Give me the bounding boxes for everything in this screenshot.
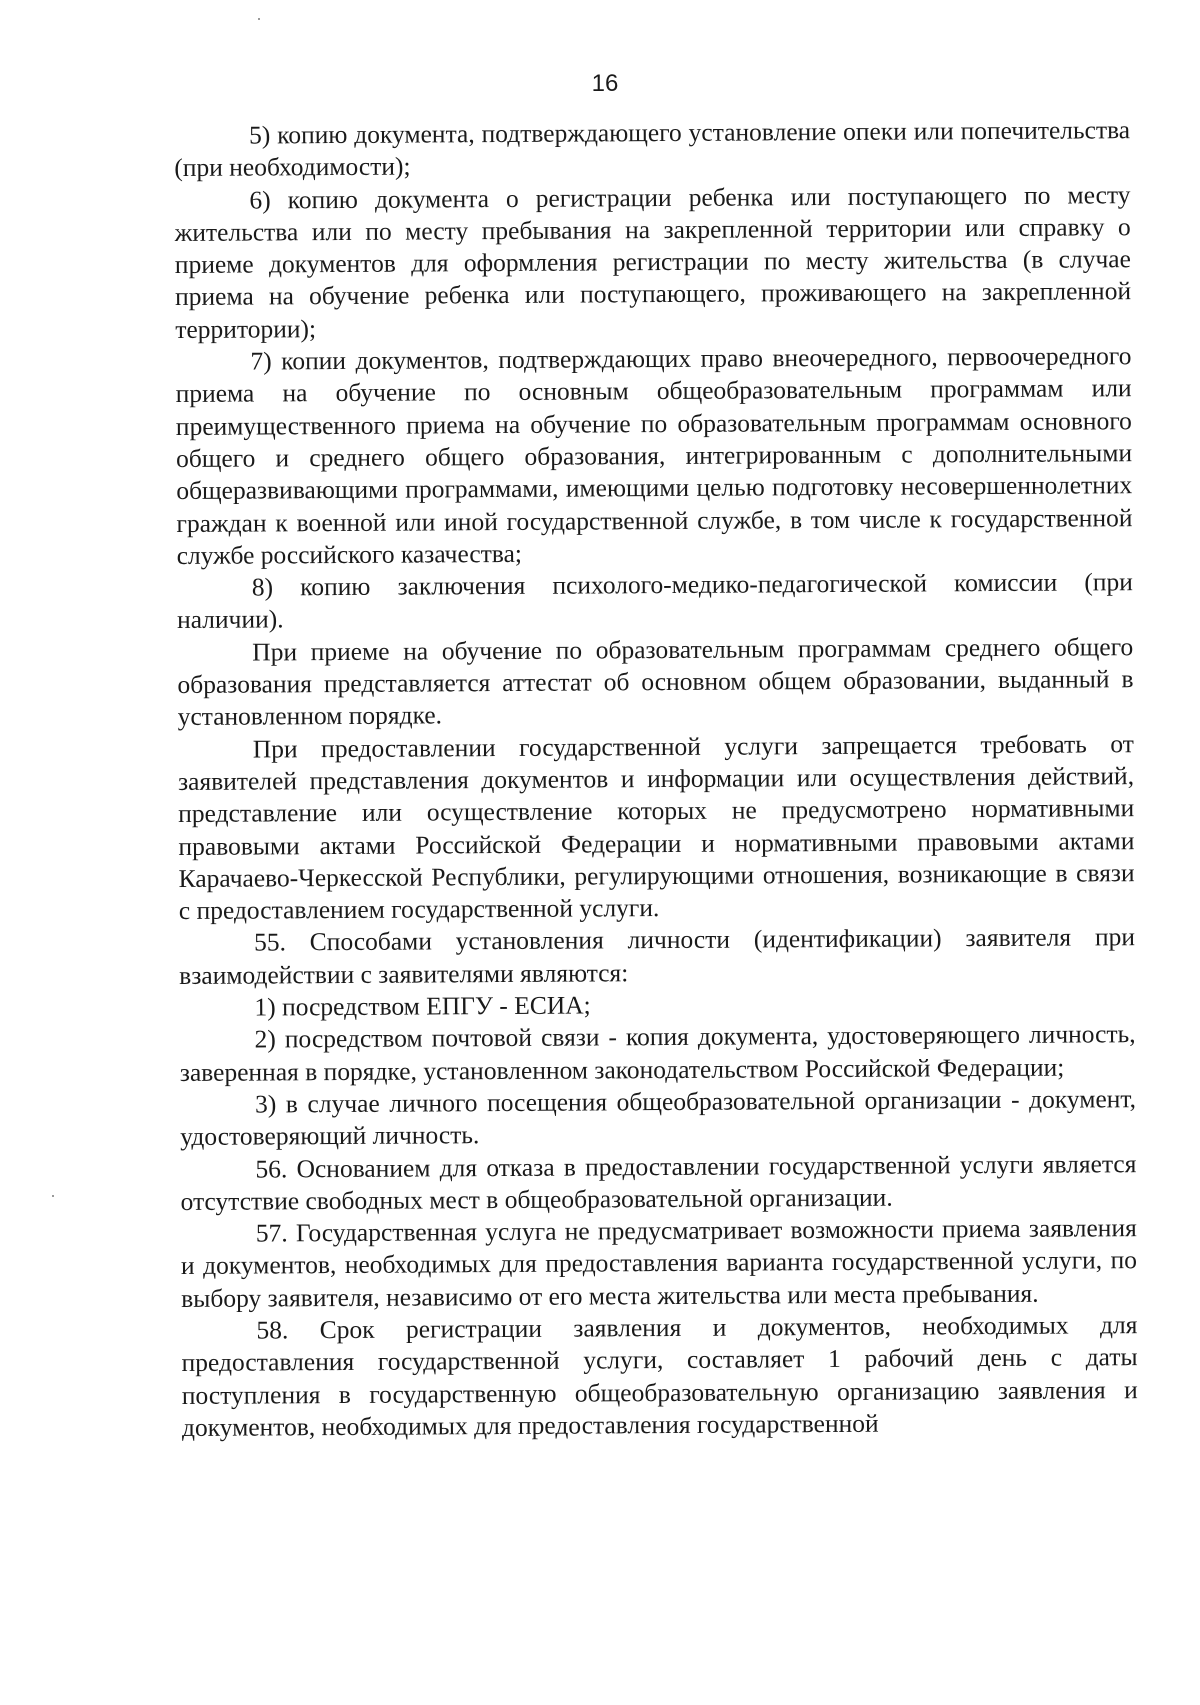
paragraph-55-item-3: 3) в случае личного посещения общеобразовательной организации - документ, удостоверяющий личность. (180, 1084, 1137, 1152)
paragraph-57: 57. Государственная услуга не предусматривает возможности приема заявления и документов, необходимых для предоставления варианта государственной услуги, по выбору заявителя, независимо от его места жительства или места пребывания. (180, 1213, 1138, 1313)
page-number: 16 (591, 70, 619, 97)
paragraph-item-5: 5) копию документа, подтверждающего установление опеки или попечительства (при необходимости); (174, 115, 1131, 183)
paragraph-55-item-1: 1) посредством ЕПГУ - ЕСИА; (254, 990, 591, 1022)
paragraph-55: 55. Способами установления личности (идентификации) заявителя при взаимодействии с заявителями являются: (179, 922, 1136, 990)
document-body (174, 114, 1138, 1444)
paragraph-58: 58. Срок регистрации заявления и документов, необходимых для предоставления государственной услуги, составляет 1 рабочий день с даты поступления в государственную общеобразовательную организацию заявления и документов, необходимых для предоставления государственной (181, 1310, 1138, 1442)
paragraph-item-8: 8) копию заключения психолого-медико-педагогической комиссии (при наличии). (176, 567, 1133, 635)
paragraph-secondary-education: При приеме на обучение по образовательным программам среднего общего образования представляется аттестат об основном общем образовании, выданный в установленном порядке. (177, 631, 1134, 732)
paragraph-prohibition: При предоставлении государственной услуги запрещается требовать от заявителей представления документов и информации или осуществления действий, представление или осуществление которых не предусмотрено нормативными правовыми актами Российской Федерации и нормативными правовыми актами Карачаево-Черкесской Республики, регулирующими отношения, возникающие в связи с предоставлением государственной услуги. (177, 728, 1135, 926)
scan-speck (258, 18, 260, 20)
paragraph-item-6: 6) копию документа о регистрации ребенка или поступающего по месту жительства или по месту пребывания на закрепленной территории или справку о приеме документов для оформления регистрации по месту жительства (в случае приема на обучение ребенка или поступающего, проживающего на закрепленной территории); (174, 179, 1132, 344)
paragraph-55-item-2: 2) посредством почтовой связи - копия документа, удостоверяющего личность, заверенная в порядке, установленном законодательством Российской Федерации; (179, 1019, 1136, 1087)
scan-speck (52, 1195, 54, 1197)
paragraph-56: 56. Основанием для отказа в предоставлении государственной услуги является отсутствие свободных мест в общеобразовательной организации. (180, 1148, 1137, 1216)
paragraph-item-7: 7) копии документов, подтверждающих право внеочередного, первоочередного приема на обучение по основным общеобразовательным программам или преимущественного приема на обучение по образовательным программам основного общего и среднего общего образования, интегрированным с дополнительными общеразвивающими программами, имеющими целью подготовку несовершеннолетних граждан к военной или иной государственной службе, в том числе к государственной службе российского казачества; (175, 341, 1133, 570)
